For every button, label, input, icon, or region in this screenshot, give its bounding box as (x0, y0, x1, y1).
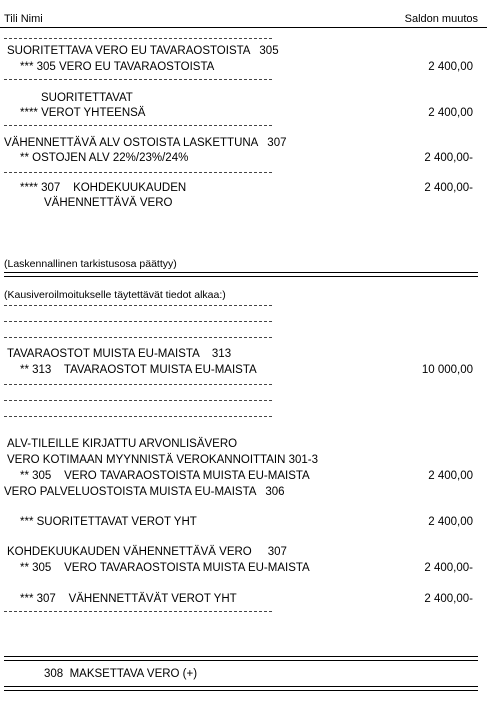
target-month-eu-goods-tax-label: ** 305 VERO TAVARAOSTOISTA MUISTA EU-MAISTA (20, 562, 310, 574)
account-305-subtotal-label: *** 305 VERO EU TAVARAOSTOISTA (20, 61, 215, 73)
domestic-sales-tax-title: VERO KOTIMAAN MYYNNISTÄ VEROKANNOITTAIN 301-3 (7, 454, 318, 466)
double-separator (4, 656, 478, 661)
account-307-amount: 2 400,00- (424, 152, 473, 164)
payable-taxes-total-amount: 2 400,00 (428, 516, 473, 528)
separator-line (4, 337, 272, 338)
target-month-eu-goods-tax-amount: 2 400,00- (424, 562, 473, 574)
separator-line (4, 400, 272, 401)
account-313-subtotal-label: ** 313 TAVARAOSTOT MUISTA EU-MAISTA (20, 364, 257, 376)
double-separator (4, 686, 478, 691)
account-307-title: VÄHENNETTÄVÄ ALV OSTOISTA LASKETTUNA 307 (4, 137, 287, 149)
separator-line (4, 416, 272, 417)
target-month-deductible-amount: 2 400,00- (424, 182, 473, 194)
double-separator (4, 272, 478, 277)
payable-taxes-label-line1: SUORITETTAVAT (41, 92, 133, 104)
account-308-payable-tax: 308 MAKSETTAVA VERO (+) (44, 668, 198, 680)
payable-taxes-label-line2: **** VEROT YHTEENSÄ (20, 107, 146, 119)
account-307-subtotal-label: ** OSTOJEN ALV 22%/23%/24% (20, 152, 189, 164)
deductible-taxes-total-label: *** 307 VÄHENNETTÄVÄT VEROT YHT (20, 593, 237, 605)
vat-accounts-title: ALV-TILEILLE KIRJATTU ARVONLISÄVERO (7, 438, 238, 450)
account-305-amount: 2 400,00 (428, 61, 473, 73)
balance-change-column-header: Saldon muutos (404, 13, 478, 25)
eu-goods-purchase-tax-label: ** 305 VERO TAVARAOSTOISTA MUISTA EU-MAISTA (20, 470, 310, 482)
target-month-deductible-title: KOHDEKUUKAUDEN VÄHENNETTÄVÄ VERO 307 (7, 546, 287, 558)
target-month-deductible-line1: **** 307 KOHDEKUUKAUDEN (20, 182, 187, 194)
report-header (0, 0, 487, 28)
payable-taxes-amount: 2 400,00 (428, 107, 473, 119)
separator-line (4, 38, 272, 39)
account-313-amount: 10 000,00 (421, 364, 473, 376)
separator-line (4, 125, 272, 126)
calculation-section-end-note: (Laskennallinen tarkistusosa päättyy) (4, 258, 177, 270)
separator-line (4, 305, 272, 306)
account-305-title: SUORITETTAVA VERO EU TAVARAOSTOISTA 305 (7, 45, 279, 57)
payable-taxes-total-label: *** SUORITETTAVAT VEROT YHT (20, 516, 197, 528)
target-month-deductible-line2: VÄHENNETTÄVÄ VERO (44, 197, 173, 209)
account-name-column-header: Tili Nimi (4, 13, 43, 25)
account-313-title: TAVARAOSTOT MUISTA EU-MAISTA 313 (7, 348, 232, 360)
separator-line (4, 321, 272, 322)
separator-line (4, 172, 272, 173)
separator-line (4, 79, 272, 80)
periodic-return-start-note: (Kausiveroilmoitukselle täytettävät tiedot alkaa:) (4, 289, 226, 301)
header-rule (0, 27, 487, 28)
eu-goods-purchase-tax-amount: 2 400,00 (428, 470, 473, 482)
eu-services-purchase-tax-title: VERO PALVELUOSTOISTA MUISTA EU-MAISTA 306 (4, 486, 285, 498)
separator-line (4, 611, 272, 612)
separator-line (4, 384, 272, 385)
deductible-taxes-total-amount: 2 400,00- (424, 593, 473, 605)
